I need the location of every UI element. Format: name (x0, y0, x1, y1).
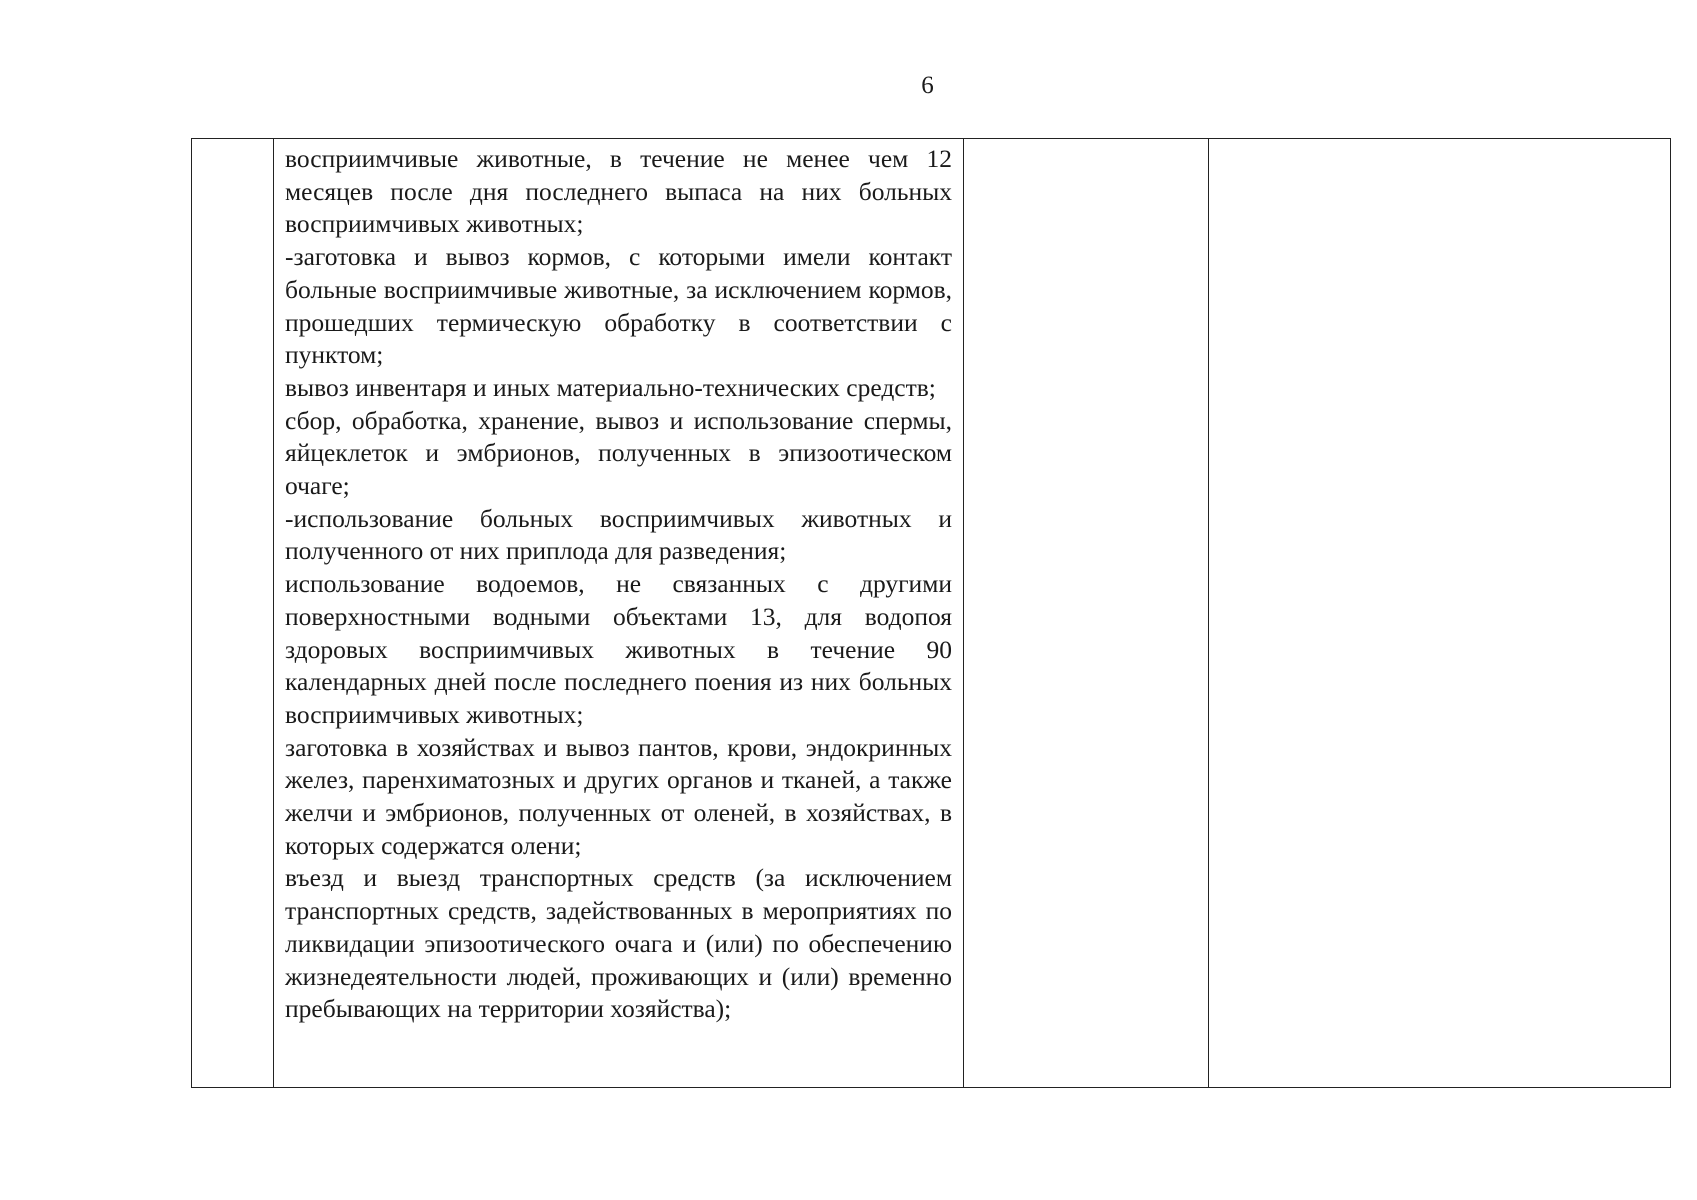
paragraph: использование водоемов, не связанных с другими поверхностными водными объектами 13, для водопоя здоровых восприимчивых животных в течение 90 календарных дней после последнего поения из них больных восприимчивых животных; (285, 569, 952, 729)
empty-cell (1209, 139, 1671, 1088)
number-cell (192, 139, 274, 1088)
empty-cell (964, 139, 1209, 1088)
paragraph: восприимчивые животные, в течение не менее чем 12 месяцев после дня последнего выпаса на них больных восприимчивых животных; (285, 144, 952, 239)
table-row (192, 139, 1671, 1088)
paragraph: заготовка в хозяйствах и вывоз пантов, крови, эндокринных желез, паренхиматозных и других органов и тканей, а также желчи и эмбрионов, полученных от оленей, в хозяйствах, в которых содержатся олени; (285, 732, 952, 860)
paragraph: -использование больных восприимчивых животных и полученного от них приплода для разведения; (285, 503, 952, 566)
paragraph: -заготовка и вывоз кормов, с которыми имели контакт больные восприимчивые животные, за исключением кормов, прошедших термическую обработку в соответствии с пунктом; (285, 242, 952, 370)
paragraph: сбор, обработка, хранение, вывоз и использование спермы, яйцеклеток и эмбрионов, полученных в эпизоотическом очаге; (285, 405, 952, 501)
restrictions-cell (274, 139, 964, 1088)
measures-table (191, 138, 1671, 1088)
paragraph: вывоз инвентаря и иных материально-технических средств; (285, 372, 936, 402)
page-number: 6 (921, 72, 934, 99)
paragraph: въезд и выезд транспортных средств (за исключением транспортных средств, задействованных в мероприятиях по ликвидации эпизоотического очага и (или) по обеспечению жизнедеятельности людей, проживающих и (или) временно пребывающих на территории хозяйства); (285, 863, 952, 1024)
